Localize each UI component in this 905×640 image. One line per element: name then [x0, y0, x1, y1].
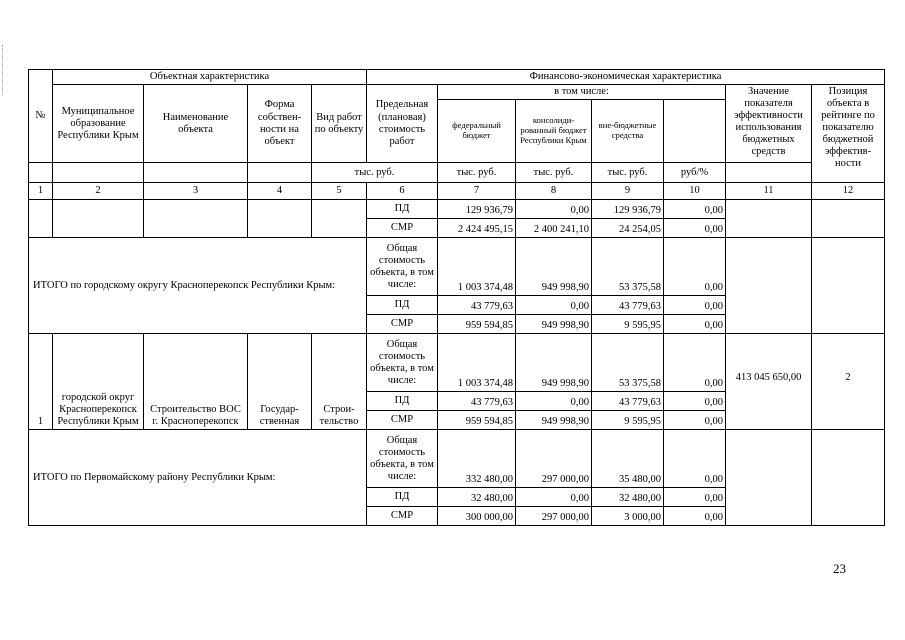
cell-offbudget: 0,00 [664, 219, 726, 238]
row-label: СМР [367, 411, 438, 430]
financial-table [28, 69, 885, 526]
cell-federal: 0,00 [516, 200, 592, 219]
row-label: ПД [367, 200, 438, 219]
header-incl: в том числе: [438, 85, 726, 100]
header-rank: Позиция объекта в рейтинге по показателю бюджетной эффектив-ности [812, 85, 885, 183]
table-row [29, 238, 885, 296]
cell-consolidated: 43 779,63 [592, 392, 664, 411]
table-row [29, 200, 885, 219]
cell-consolidated: 24 254,05 [592, 219, 664, 238]
cell-federal: 949 998,90 [516, 411, 592, 430]
row-label: Общая стоимость объекта, в том числе: [367, 238, 438, 296]
cell-offbudget: 0,00 [664, 296, 726, 315]
unit-efficiency: руб/% [664, 163, 726, 183]
cell-consolidated: 53 375,58 [592, 334, 664, 392]
row-label: Общая стоимость объекта, в том числе: [367, 334, 438, 392]
colnum: 7 [438, 183, 516, 200]
item-worktype: Строи-тельство [312, 334, 367, 430]
cell-offbudget: 0,00 [664, 411, 726, 430]
cell-total: 959 594,85 [438, 411, 516, 430]
colnum: 4 [248, 183, 312, 200]
cell-federal: 0,00 [516, 296, 592, 315]
header-fin-char: Финансово-экономическая характеристика [367, 70, 885, 85]
cell-federal: 0,00 [516, 392, 592, 411]
colnum: 8 [516, 183, 592, 200]
cell-consolidated: 43 779,63 [592, 296, 664, 315]
colnum: 3 [144, 183, 248, 200]
header-worktype: Вид работ по объекту [312, 85, 367, 163]
row-label: ПД [367, 488, 438, 507]
item-efficiency: 413 045 650,00 [726, 334, 812, 430]
unit-cost: тыс. руб. [312, 163, 438, 183]
unit-offbudget: тыс. руб. [592, 163, 664, 183]
cell-total: 1 003 374,48 [438, 334, 516, 392]
header-name: Наименование объекта [144, 85, 248, 163]
cell-offbudget: 0,00 [664, 488, 726, 507]
cell-federal: 949 998,90 [516, 334, 592, 392]
colnum: 5 [312, 183, 367, 200]
colnum: 10 [664, 183, 726, 200]
unit-federal: тыс. руб. [438, 163, 516, 183]
item-name: Строительство ВОС г. Красноперекопск [144, 334, 248, 430]
header-cost: Предельная (плановая) стоимость работ [367, 85, 438, 163]
cell-total: 959 594,85 [438, 315, 516, 334]
header-object-char: Объектная характеристика [53, 70, 367, 85]
cell-federal: 949 998,90 [516, 238, 592, 296]
row-label: ПД [367, 392, 438, 411]
item-rank: 2 [812, 334, 885, 430]
item-num: 1 [29, 334, 53, 430]
cell-total: 300 000,00 [438, 507, 516, 526]
cell-total: 1 003 374,48 [438, 238, 516, 296]
table-row [29, 334, 885, 392]
cell-federal: 297 000,00 [516, 507, 592, 526]
colnum: 6 [367, 183, 438, 200]
header-municipal: Муниципальное образование Республики Крым [53, 85, 144, 163]
cell-offbudget: 0,00 [664, 238, 726, 296]
cell-total: 32 480,00 [438, 488, 516, 507]
colnum: 1 [29, 183, 53, 200]
cell-offbudget: 0,00 [664, 334, 726, 392]
colnum: 12 [812, 183, 885, 200]
cell-consolidated: 129 936,79 [592, 200, 664, 219]
item-ownership: Государ-ственная [248, 334, 312, 430]
cell-federal: 949 998,90 [516, 315, 592, 334]
colnum: 9 [592, 183, 664, 200]
colnum: 2 [53, 183, 144, 200]
table-row [29, 430, 885, 488]
item-municipal: городской округ Красноперекопск Республики Крым [53, 334, 144, 430]
row-label: СМР [367, 315, 438, 334]
cell-offbudget: 0,00 [664, 392, 726, 411]
cell-consolidated: 3 000,00 [592, 507, 664, 526]
cell-offbudget: 0,00 [664, 315, 726, 334]
page-number: 23 [833, 561, 846, 576]
cell-consolidated: 9 595,95 [592, 315, 664, 334]
group-title: ИТОГО по городскому округу Красноперекопск Республики Крым: [29, 238, 367, 334]
cell-offbudget: 0,00 [664, 200, 726, 219]
cell-consolidated: 32 480,00 [592, 488, 664, 507]
row-label: СМР [367, 219, 438, 238]
cell-total: 332 480,00 [438, 430, 516, 488]
group-title: ИТОГО по Первомайскому району Республики Крым: [29, 430, 367, 526]
header-offbudget: вне-бюджетные средства [592, 100, 664, 163]
cell-total: 43 779,63 [438, 296, 516, 315]
cell-total: 2 424 495,15 [438, 219, 516, 238]
header-federal: федеральный бюджет [438, 100, 516, 163]
cell-federal: 297 000,00 [516, 430, 592, 488]
cell-consolidated: 9 595,95 [592, 411, 664, 430]
cell-offbudget: 0,00 [664, 430, 726, 488]
colnum: 11 [726, 183, 812, 200]
row-label: СМР [367, 507, 438, 526]
header-efficiency: Значение показателя эффективности использования бюджетных средств [726, 85, 812, 163]
column-numbers-row [29, 183, 885, 200]
cell-total: 129 936,79 [438, 200, 516, 219]
row-label: ПД [367, 296, 438, 315]
header-consolidated: консолиди-рованный бюджет Республики Крым [516, 100, 592, 163]
cell-offbudget: 0,00 [664, 507, 726, 526]
row-label: Общая стоимость объекта, в том числе: [367, 430, 438, 488]
page-edge-mark [2, 45, 7, 95]
cell-federal: 2 400 241,10 [516, 219, 592, 238]
cell-federal: 0,00 [516, 488, 592, 507]
unit-consolidated: тыс. руб. [516, 163, 592, 183]
header-num: № [29, 70, 53, 163]
cell-total: 43 779,63 [438, 392, 516, 411]
header-ownership: Форма собствен-ности на объект [248, 85, 312, 163]
cell-consolidated: 53 375,58 [592, 238, 664, 296]
cell-consolidated: 35 480,00 [592, 430, 664, 488]
